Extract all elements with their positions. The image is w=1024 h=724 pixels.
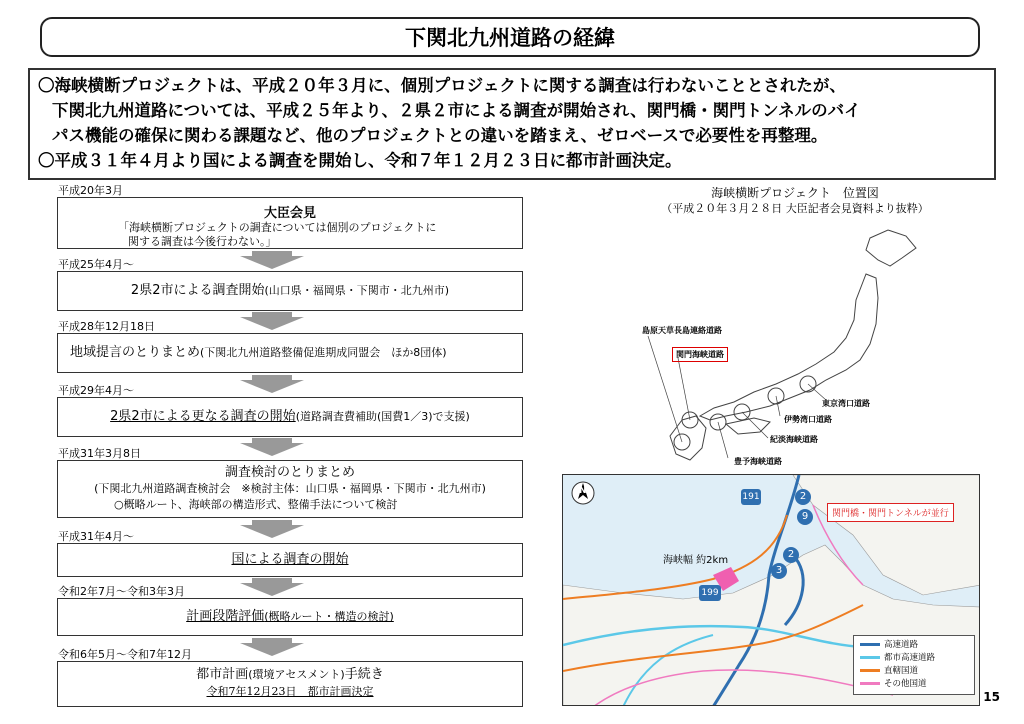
timeline-note: 令和7年12月23日 都市計画決定 (206, 685, 374, 698)
intro-line-4: 〇平成３１年４月より国による調査を開始し、令和７年１２月２３日に都市計画決定。 (38, 151, 682, 170)
legend-swatch (860, 656, 880, 659)
timeline-main: 地域提言のとりまとめ (70, 345, 201, 360)
timeline-box (57, 460, 523, 518)
legend-item: 直轄国道 (860, 665, 968, 678)
timeline-date: 令和6年5月～令和7年12月 (58, 648, 192, 661)
map-label: 紀淡海峡道路 (770, 435, 818, 444)
route-sign-icon: 191 (741, 489, 761, 505)
timeline-main: 2県2市による調査開始 (130, 283, 265, 298)
timeline-box (57, 543, 523, 577)
timeline-box (57, 661, 523, 707)
route-sign-icon: 2 (795, 489, 811, 505)
route-sign-icon: 3 (771, 563, 787, 579)
timeline-main: 2県2市による更なる調査の開始 (110, 409, 296, 424)
down-arrow-icon (240, 520, 304, 538)
route-sign-icon: 9 (797, 509, 813, 525)
timeline-note: ○概略ルート、海峡部の構造形式、整備手法について検討 (114, 498, 398, 511)
map-label-highlight: 関門海峡道路 (672, 347, 728, 362)
down-arrow-icon (240, 578, 304, 596)
map-subtitle: （平成２０年３月２８日 大臣記者会見資料より抜粋） (661, 202, 929, 215)
strait-width-label: 海峡幅 約2km (663, 555, 729, 566)
down-arrow-icon (240, 312, 304, 330)
japan-map (630, 220, 960, 470)
map-legend (853, 635, 975, 695)
legend-swatch (860, 669, 880, 672)
route-sign-icon: 2 (783, 547, 799, 563)
timeline-note: 「海峡横断プロジェクトの調査については個別のプロジェクトに (118, 221, 437, 234)
timeline-note: 関する調査は今後行わない。」 (128, 235, 277, 248)
kanmon-detail-map (562, 474, 980, 706)
legend-swatch (860, 682, 880, 685)
timeline-date: 平成25年4月～ (58, 258, 134, 271)
timeline-sub: (下関北九州道路調査検討会 ※検討主体：山口県・福岡県・下関市・北九州市) (94, 482, 486, 495)
legend-item: その他国道 (860, 678, 968, 691)
timeline-box (57, 197, 523, 249)
timeline-date: 平成28年12月18日 (58, 320, 155, 333)
route-sign-icon: 199 (699, 585, 721, 601)
down-arrow-icon (240, 375, 304, 393)
map-label: 豊予海峡道路 (734, 457, 782, 466)
timeline-box (57, 333, 523, 373)
legend-swatch (860, 643, 880, 646)
legend-item: 都市高速道路 (860, 652, 968, 665)
map-label: 東京湾口道路 (822, 399, 870, 408)
map-title-text: 海峡横断プロジェクト 位置図 (711, 186, 879, 200)
timeline-box (57, 271, 523, 311)
map-label: 伊勢湾口道路 (784, 415, 832, 424)
timeline-sub: (道路調査費補助(国費1／3)で支援) (295, 410, 470, 423)
timeline-box (57, 397, 523, 437)
down-arrow-icon (240, 438, 304, 456)
down-arrow-icon (240, 251, 304, 269)
legend-item: 高速道路 (860, 639, 968, 652)
timeline-date: 平成31年3月8日 (58, 447, 141, 460)
page-number: 15 (983, 690, 1000, 704)
timeline-date: 令和2年7月～令和3年3月 (58, 585, 185, 598)
north-icon: N (579, 486, 587, 496)
map-label: 島原天草長島連絡道路 (642, 326, 722, 335)
intro-line-2: 下関北九州道路については、平成２５年より、２県２市による調査が開始され、関門橋・関門トンネルのバイ (52, 101, 861, 120)
timeline-sub: (下関北九州道路整備促進期成同盟会 ほか8団体) (200, 346, 447, 359)
down-arrow-icon (240, 638, 304, 656)
callout-label: 関門橋・関門トンネルが並行 (827, 503, 954, 522)
timeline-main: 都市計画(環境アセスメント)手続き (196, 667, 384, 682)
timeline-box (57, 598, 523, 636)
timeline-main: 調査検討のとりまとめ (224, 465, 355, 480)
timeline-sub: (山口県・福岡県・下関市・北九州市) (264, 284, 450, 297)
intro-line-3: パス機能の確保に関わる課題など、他のプロジェクトとの違いを踏まえ、ゼロベースで必要性を再整理。 (52, 126, 828, 145)
page-title: 下関北九州道路の経緯 (40, 17, 980, 57)
intro-line-1: 〇海峡横断プロジェクトは、平成２０年３月に、個別プロジェクトに関する調査は行わないこととされたが、 (38, 76, 846, 95)
timeline-main: 国による調査の開始 (231, 552, 349, 567)
intro-box (28, 68, 996, 180)
timeline-date: 平成20年3月 (58, 184, 123, 197)
timeline-date: 平成29年4月～ (58, 384, 134, 397)
timeline-main: 計画段階評価(概略ルート・構造の検討) (186, 609, 394, 624)
timeline-title: 大臣会見 (263, 206, 316, 221)
map-title (630, 185, 960, 217)
timeline-date: 平成31年4月～ (58, 530, 134, 543)
